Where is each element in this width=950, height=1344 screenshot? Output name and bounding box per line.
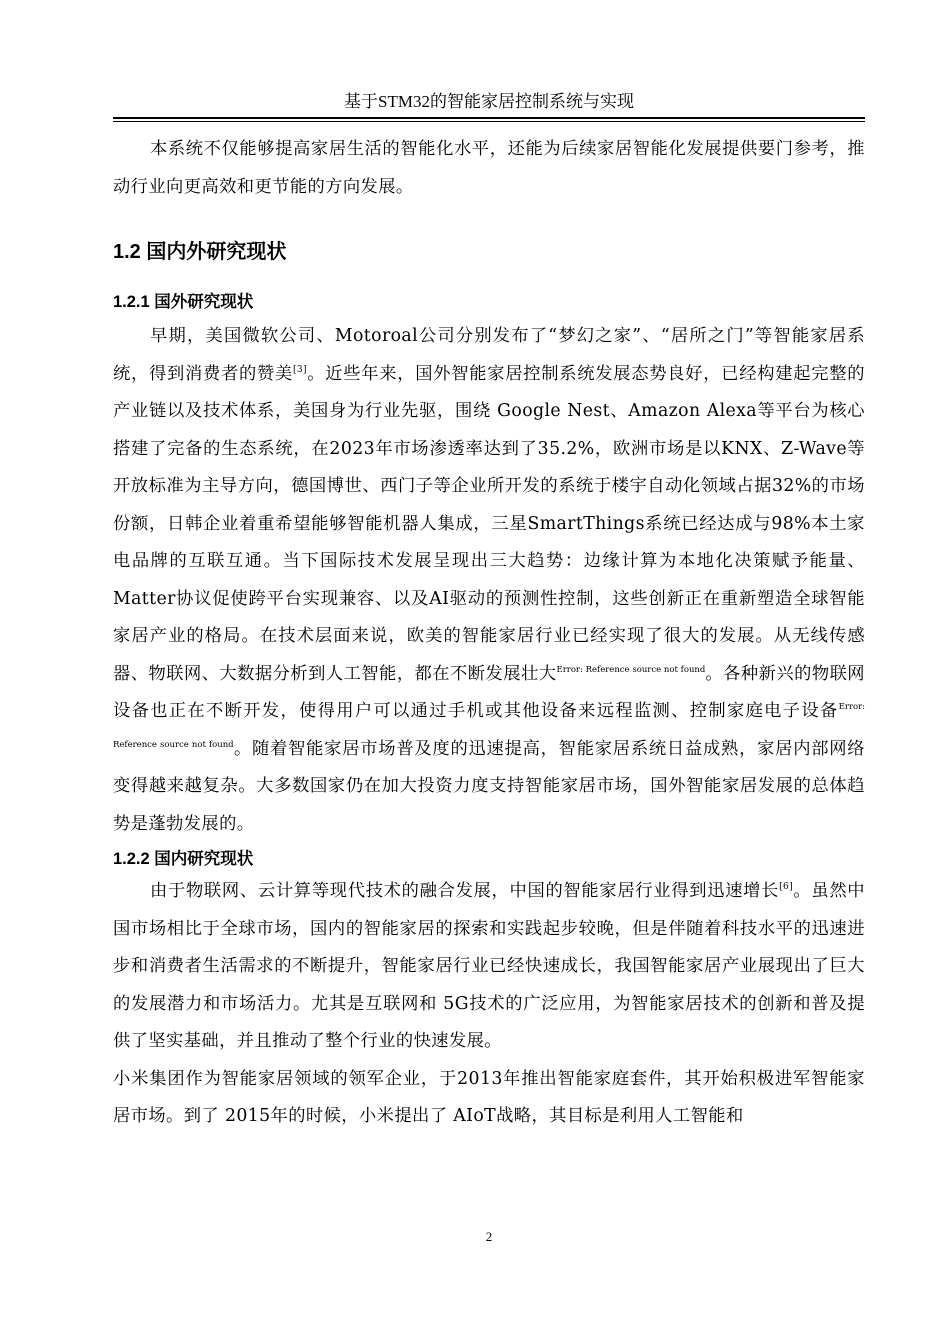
intro-paragraph: 本系统不仅能够提高家居生活的智能化水平，还能为后续家居智能化发展提供要门参考，推动行业向更高效和更节能的方向发展。 (113, 139, 865, 197)
foreign-text-1: 早期，美国微软公司、Motoroal公司分别发布了“梦幻之家”、“居所之门”等智能家居系统，得到消费者的赞美 (113, 326, 865, 384)
xiaomi-paragraph: 小米集团作为智能家居领域的领军企业，于2013年推出智能家庭套件，其开始积极进军智能家居市场。到了 2015年的时候，小米提出了 AIoT战略，其目标是利用人工智能和 (113, 1068, 865, 1126)
reference-error-2: Error: Reference source not found (113, 702, 865, 750)
domestic-research-paragraph (113, 873, 865, 1061)
reference-error-1: Error: Reference source not found (556, 664, 706, 675)
page-body (113, 131, 865, 1136)
section-heading-1-2-1: 1.2.1 国外研究现状 (113, 293, 254, 311)
citation-6: [6] (779, 882, 794, 893)
foreign-research-paragraph (113, 318, 865, 843)
foreign-text-4: 。随着智能家居市场普及度的迅速提高，智能家居系统日益成熟，家居内部网络变得越来越复杂。大多数国家仍在加大投资力度支持智能家居市场，国外智能家居发展的总体趋势是蓬勃发展的。 (113, 738, 865, 834)
foreign-text-3: 。各种新兴的物联网设备也正在不断开发，使得用户可以通过手机或其他设备来远程监测、控制家庭电子设备 (113, 663, 865, 721)
domestic-text-1: 由于物联网、云计算等现代技术的融合发展，中国的智能家居行业得到迅速增长 (150, 881, 780, 901)
section-heading-1-2: 1.2 国内外研究现状 (113, 241, 287, 263)
domestic-text-2: 。虽然中国市场相比于全球市场，国内的智能家居的探索和实践起步较晚，但是伴随着科技水平的迅速进步和消费者生活需求的不断提升，智能家居行业已经快速成长，我国智能家居产业展现出了巨大的发展潜力和市场活力。尤其是互联网和 5G技术的广泛应用，为智能家居技术的创新和普及提供了坚实基础，并且推动了整个行业的快速发展。 (113, 881, 865, 1051)
foreign-text-2: 。近些年来，国外智能家居控制系统发展态势良好，已经构建起完整的产业链以及技术体系，美国身为行业先驱，围绕 Google Nest、Amazon Alexa等平台为核心搭建了完备的生态系统，在2023年市场渗透率达到了35.2%，欧洲市场是以KNX、Z-Wave等开放标准为主导方向，德国博世、西门子等企业所开发的系统于楼宇自动化领域占据32%的市场份额，日韩企业着重希望能够智能机器人集成，三星SmartThings系统已经达成与98%本土家电品牌的互联互通。当下国际技术发展呈现出三大趋势：边缘计算为本地化决策赋予能量、Matter协议促使跨平台实现兼容、以及AI驱动的预测性控制，这些创新正在重新塑造全球智能家居产业的格局。在技术层面来说，欧美的智能家居行业已经实现了很大的发展。从无线传感器、物联网、大数据分析到人工智能，都在不断发展壮大 (113, 363, 865, 684)
header-rule-thick (113, 117, 865, 119)
page-number: 2 (485, 1229, 493, 1244)
section-heading-1-2-2: 1.2.2 国内研究现状 (113, 850, 254, 868)
running-header: 基于STM32的智能家居控制系统与实现 (344, 92, 634, 111)
citation-3: [3] (293, 364, 307, 375)
header-rule-thin (113, 121, 865, 122)
